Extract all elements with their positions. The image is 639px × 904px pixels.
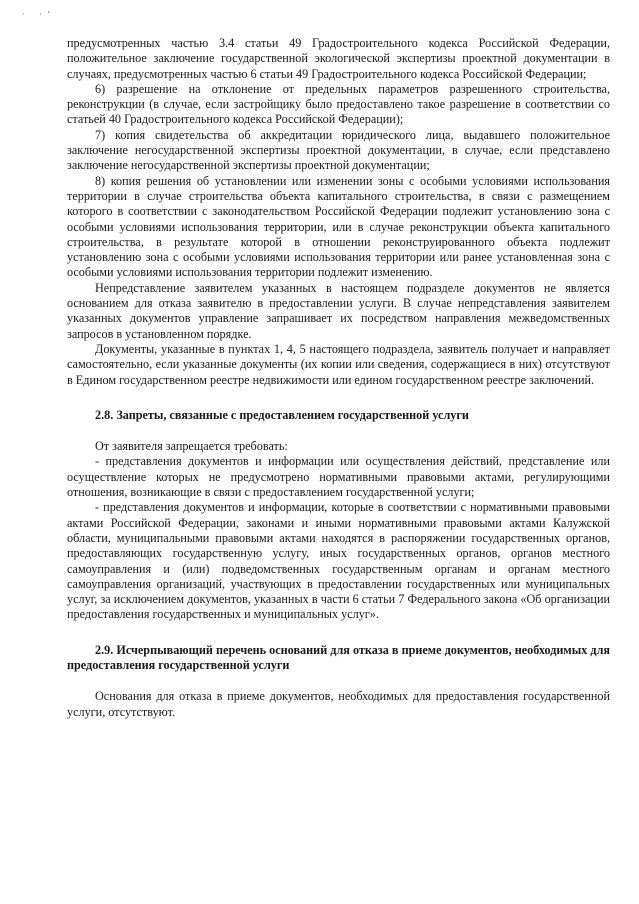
document-page bbox=[67, 36, 610, 720]
list-item-7: 7) копия свидетельства об аккредитации юридического лица, выдавшего положительное заключение негосударственной экспертизы проектной документации, в случае, если представлено заключение негосударственной экспертизы проектной документации; bbox=[67, 127, 610, 173]
paragraph-non-submission: Непредставление заявителем указанных в настоящем подразделе документов не является основанием для отказа заявителю в предоставлении услуги. В случае непредставления заявителем указанных документов управление запрашивает их посредством направления межведомственных запросов в установленном порядке. bbox=[67, 280, 610, 341]
section-2-8-item-1: - представления документов и информации или осуществления действий, представление или осуществление которых не предусмотрено нормативными правовыми актами, регулирующими отношения, возникающие в связи с предоставлением государственной услуги; bbox=[67, 454, 610, 500]
list-item-6: 6) разрешение на отклонение от предельных параметров разрешенного строительства, реконструкции (в случае, если застройщику было предоставлено такое разрешение в соответствии со статьей 40 Градостроительного кодекса Российской Федерации); bbox=[67, 81, 610, 127]
paragraph-documents-self: Документы, указанные в пунктах 1, 4, 5 настоящего подраздела, заявитель получает и направляет самостоятельно, если указанные документы (их копии или сведения, содержащиеся в них) отсутствуют в Едином государственном реестре недвижимости или едином государственном реестре заключений. bbox=[67, 341, 610, 387]
list-item-8: 8) копия решения об установлении или изменении зоны с особыми условиями использования территории в случае строительства объекта капитального строительства, в связи с размещением которого в соответствии с законодательством Российской Федерации подлежит установлению зона с особыми условиями использования территории, или в случае реконструкции объекта капитального строительства, в результате которой в отношении реконструированного объекта подлежит установлению зона с особыми условиями использования территории или ранее установленная зона с особыми условиями использования территории подлежит изменению. bbox=[67, 173, 610, 280]
scan-artifact-marks: · ·ʻ bbox=[22, 10, 57, 19]
section-2-8-intro: От заявителя запрещается требовать: bbox=[95, 439, 288, 454]
section-2-8-item-2: - представления документов и информации, которые в соответствии с нормативными правовыми актами Российской Федерации, законами и иными нормативными правовыми актами Калужской области, муниципальными правовыми актами находятся в распоряжении государственных органов, предоставляющих государственную услугу, иных государственных органов, органов местного самоуправления и (или) подведомственных государственным органам и органам местного самоуправления организаций, участвующих в предоставлении государственных или муниципальных услуг, за исключением документов, указанных в части 6 статьи 7 Федерального закона «Об организации предоставления государственных и муниципальных услуг». bbox=[67, 500, 610, 622]
paragraph-continuation: предусмотренных частью 3.4 статьи 49 Градостроительного кодекса Российской Федерации, положительное заключение государственной экологической экспертизы проектной документации в случаях, предусмотренных частью 6 статьи 49 Градостроительного кодекса Российской Федерации; bbox=[67, 36, 610, 81]
section-2-9-body: Основания для отказа в приеме документов, необходимых для предоставления государственной услуги, отсутствуют. bbox=[67, 689, 610, 719]
section-heading-2-9: 2.9. Исчерпывающий перечень оснований для отказа в приеме документов, необходимых для предоставления государственной услуги bbox=[67, 642, 610, 672]
section-heading-2-8: 2.8. Запреты, связанные с предоставлением государственной услуги bbox=[95, 407, 469, 422]
